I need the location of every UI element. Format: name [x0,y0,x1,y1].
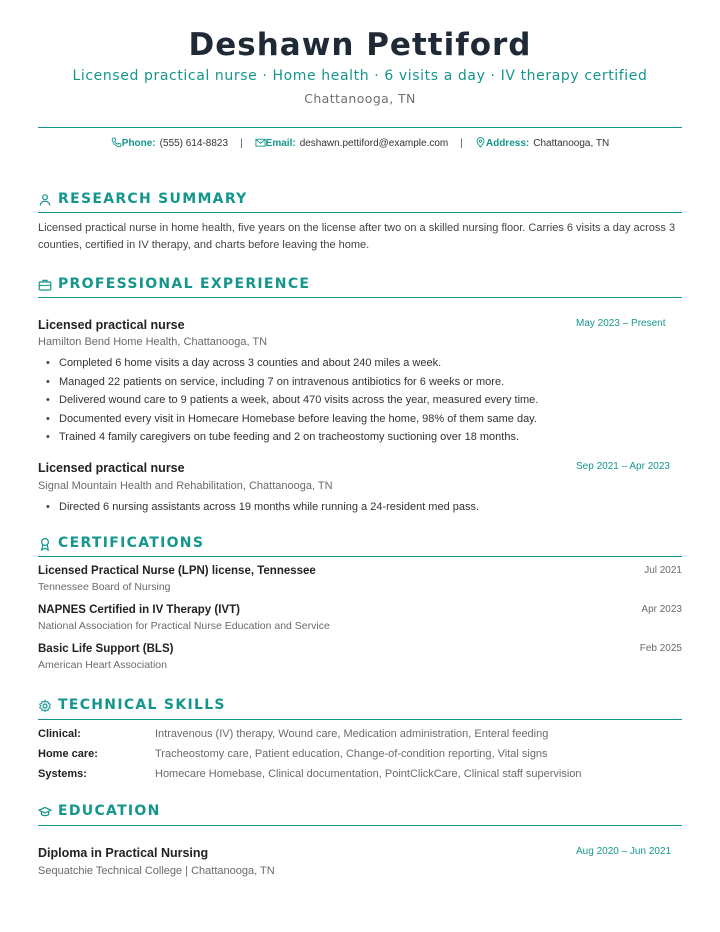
headline-tagline: Licensed practical nurse · Home health · 6 visits a day · IV therapy certified [72,68,648,84]
degree-title: Diploma in Practical Nursing [38,846,209,860]
certification-issuer: Tennessee Board of Nursing [38,581,171,593]
map-pin-icon [475,137,486,148]
section-header-skills [38,696,682,716]
section-title: PROFESSIONAL EXPERIENCE [58,276,311,292]
certification-issuer: American Heart Association [38,659,167,671]
briefcase-icon [38,278,52,292]
skill-category: Systems: [38,768,87,780]
job-employer: Signal Mountain Health and Rehabilitation, Chattanooga, TN [38,480,333,492]
section-title: TECHNICAL SKILLS [58,697,226,713]
certification-date: Jul 2021 [644,565,682,576]
address-value: Chattanooga, TN [533,138,610,149]
section-title: CERTIFICATIONS [58,535,205,551]
list-item: • Completed 6 home visits a day across 3 counties and about 240 miles a week. [46,354,538,373]
phone-value[interactable]: (555) 614-8823 [159,138,229,149]
email-value[interactable]: deshawn.pettiford@example.com [299,138,449,149]
job-bullets [46,354,538,447]
job-title: Licensed practical nurse [38,318,185,332]
list-item: • Managed 22 patients on service, including 7 on intravenous antibiotics for 6 weeks or more. [46,373,538,392]
section-header-certifications [38,534,682,554]
phone-label: Phone: [121,138,156,149]
job-employer: Hamilton Bend Home Health, Chattanooga, TN [38,336,268,348]
section-divider [38,212,682,213]
certification-date: Apr 2023 [641,604,682,615]
list-item: • Trained 4 family caregivers on tube feeding and 2 on tracheostomy suctioning over 18 months. [46,428,538,447]
section-divider [38,719,682,720]
summary-text: Licensed practical nurse in home health, five years on the license after two on a skilled nursing floor. Carries 6 visits a day across 3 counties, certified in IV therapy, and charts before leaving the home. [38,222,676,251]
gear-icon [38,699,52,713]
job-dates: May 2023 – Present [576,318,666,329]
contact-separator: | [460,138,463,149]
contact-separator: | [240,138,243,149]
skill-category: Home care: [38,748,98,760]
address-label: Address: [485,138,530,149]
candidate-location: Chattanooga, TN [304,91,416,106]
section-header-education [38,802,682,822]
section-header-summary [38,190,682,210]
section-divider [38,297,682,298]
job-dates: Sep 2021 – Apr 2023 [576,461,670,472]
certification-name: Licensed Practical Nurse (LPN) license, Tennessee [38,565,316,577]
certification-name: Basic Life Support (BLS) [38,643,174,655]
graduation-cap-icon [38,805,52,819]
list-item: • Delivered wound care to 9 patients a week, about 470 visits across the year, measured every time. [46,391,538,410]
job-title: Licensed practical nurse [38,461,185,475]
section-divider [38,825,682,826]
certification-date: Feb 2025 [639,643,682,654]
school-name: Sequatchie Technical College | Chattanooga, TN [38,865,275,877]
email-icon [255,137,266,148]
skill-category: Clinical: [38,728,81,740]
award-icon [38,537,52,551]
section-title: EDUCATION [58,803,161,819]
person-icon [38,193,52,207]
certification-name: NAPNES Certified in IV Therapy (IVT) [38,604,240,616]
skill-list: Homecare Homebase, Clinical documentation, PointClickCare, Clinical staff supervision [155,768,582,780]
section-divider [38,556,682,557]
phone-icon [111,137,122,148]
list-item: • Documented every visit in Homecare Homebase before leaving the home, 98% of them same day. [46,410,538,429]
email-label: Email: [265,138,296,149]
job-bullets [46,498,479,517]
skill-list: Tracheostomy care, Patient education, Change-of-condition reporting, Vital signs [155,748,548,760]
section-title: RESEARCH SUMMARY [58,191,248,207]
contact-bar [38,137,682,149]
header-divider [38,127,682,128]
candidate-name: Deshawn Pettiford [188,27,532,63]
certification-issuer: National Association for Practical Nurse Education and Service [38,620,330,632]
section-header-experience [38,275,682,295]
skill-list: Intravenous (IV) therapy, Wound care, Medication administration, Enteral feeding [155,728,549,740]
education-dates: Aug 2020 – Jun 2021 [576,846,672,857]
list-item: • Directed 6 nursing assistants across 19 months while running a 24-resident med pass. [46,498,479,517]
